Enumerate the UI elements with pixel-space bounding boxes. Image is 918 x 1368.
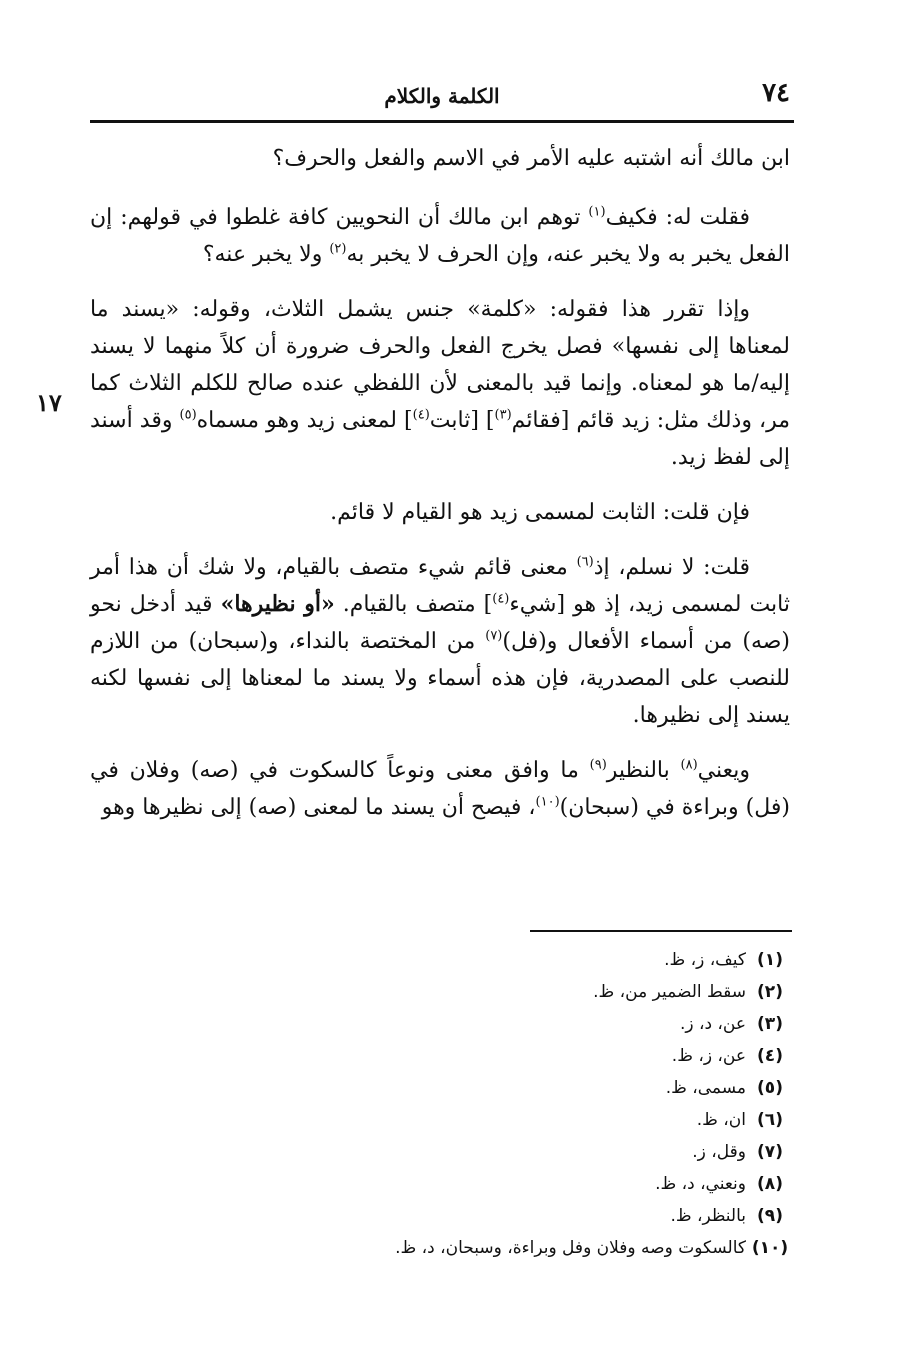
footnote-ref: (٥): [179, 407, 197, 423]
footnote-number: (٦): [757, 1110, 783, 1130]
footnote-ref: (١): [588, 204, 606, 220]
paragraph-1: ابن مالك أنه اشتبه عليه الأمر في الاسم والفعل والحرف؟: [272, 146, 790, 171]
footnote: [200, 976, 794, 1008]
footnote-ref: (٤): [412, 407, 430, 423]
footnote-number: (١): [757, 950, 783, 970]
footnote-ref: (٦): [576, 554, 594, 570]
text-run: وإذا تقرر هذا فقوله: «كلمة» جنس يشمل الثلاث، وقوله: «يسند ما لمعناها إلى نفسها» فصل يخرج الفعل والحرف ضرورة أن كلاً منهما لا يسند إليه/ما هو لمعناه. وإنما قيد بالمعنى لأن اللفظي عنده صالح للكلم الثلاث كما مر، وذلك مثل: زيد قائم [فقائم: [90, 297, 790, 433]
footnote: [200, 1008, 794, 1040]
paragraph-5: [90, 549, 790, 734]
text-run: ] [ثابت: [429, 408, 495, 433]
footnote-number: (٨): [757, 1174, 783, 1194]
footnote-number: (٥): [757, 1078, 783, 1098]
footnote-number: (٤): [757, 1046, 783, 1066]
footnote-ref: (١٠): [535, 794, 560, 810]
text-run: معنى قائم شيء متصف بالقيام، ولا شك أن هذا أمر ثابت لمسمى زيد، إذ هو [شيء: [90, 555, 791, 617]
footnote-text: كيف، ز، ظ.: [664, 950, 746, 970]
footnote-text: عن، ز، ظ.: [671, 1046, 746, 1066]
footnote: [200, 1072, 794, 1104]
text-run: من المختصة بالنداء، و(سبحان) من اللازم للنصب على المصدرية، فإن هذه أسماء ولا يسند ما لمعناها إلى نفسها لكنه يسند إلى نظيرها.: [90, 629, 790, 728]
footnote-text: مسمى، ظ.: [665, 1078, 746, 1098]
footnote-ref: (٤): [492, 591, 510, 607]
footnote: [200, 1200, 794, 1232]
footnote-text: بالنظر، ظ.: [670, 1206, 746, 1226]
footnote-text: عن، د، ز.: [679, 1014, 746, 1034]
footnote: [200, 1040, 794, 1072]
footnote-ref: (٢): [329, 241, 347, 257]
footnote-number: (١٠): [751, 1238, 789, 1258]
main-text: [90, 140, 790, 844]
page-header: [90, 78, 794, 116]
paragraph-2: [90, 199, 790, 273]
footnotes: [200, 944, 794, 1264]
footnote: [200, 1136, 794, 1168]
footnote-rule: [530, 930, 792, 932]
page-number: ٧٤: [762, 78, 790, 108]
paragraph-3: [90, 291, 790, 476]
paragraph-4: فإن قلت: الثابت لمسمى زيد هو القيام لا قائم.: [330, 500, 750, 525]
text-run: قلت: لا نسلم، إذ: [593, 555, 750, 580]
footnote-number: (٧): [757, 1142, 783, 1162]
footnote-number: (٩): [757, 1206, 783, 1226]
text-run: قيد أدخل نحو (صه) من أسماء الأفعال و(فل): [90, 592, 790, 654]
quoted-phrase: «أو نظيرها»: [220, 591, 335, 617]
footnote-text: ونعني، د، ظ.: [655, 1174, 746, 1194]
paragraph-6: [90, 752, 790, 826]
footnote-number: (٢): [757, 982, 783, 1002]
text-run: فقلت له: فكيف: [605, 205, 750, 230]
text-run: وقد أسند إلى لفظ زيد.: [90, 408, 790, 470]
footnote: [200, 1104, 794, 1136]
footnote-text: ان، ظ.: [696, 1110, 746, 1130]
footnote-text: سقط الضمير من، ظ.: [593, 982, 746, 1002]
text-run: ] لمعنى زيد وهو مسماه: [196, 408, 413, 433]
margin-folio-number: ١٧: [36, 388, 62, 417]
footnote-number: (٣): [757, 1014, 783, 1034]
footnote-ref: (٣): [494, 407, 512, 423]
text-run: ولا يخبر عنه؟: [202, 242, 330, 267]
footnote-text: كالسكوت وصه وفلان وفل وبراءة، وسبحان، د، ظ.: [395, 1238, 746, 1258]
footnote-ref: (٩): [589, 757, 607, 773]
text-run: بالنظير: [606, 758, 681, 783]
text-run: توهم ابن مالك أن النحويين كافة غلطوا في قولهم: إن الفعل يخبر به ولا يخبر عنه، وإن الحرف لا يخبر به: [90, 205, 790, 267]
footnote-ref: (٨): [680, 757, 698, 773]
running-title: الكلمة والكلام: [384, 84, 500, 108]
header-rule: [90, 120, 794, 123]
footnote: [200, 944, 794, 976]
text-run: ويعني: [697, 758, 750, 783]
footnote: [200, 1168, 794, 1200]
footnote-ref: (٧): [485, 628, 503, 644]
text-run: ، فيصح أن يسند ما لمعنى (صه) إلى نظيرها وهو: [101, 795, 536, 820]
footnote: [200, 1232, 794, 1264]
text-run: ما وافق معنى ونوعاً كالسكوت في (صه) وفلان في (فل) وبراءة في (سبحان): [90, 758, 790, 820]
text-run: ] متصف بالقيام.: [334, 592, 493, 617]
footnote-text: وقل، ز.: [692, 1142, 746, 1162]
